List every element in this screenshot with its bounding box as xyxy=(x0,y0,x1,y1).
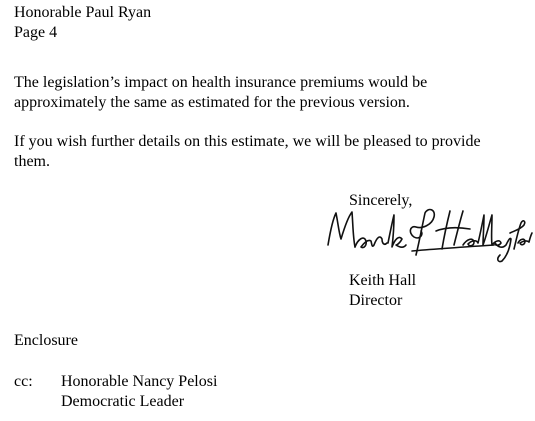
cc-label-text: cc: xyxy=(14,373,33,390)
cc-recipient-name: Honorable Nancy Pelosi xyxy=(61,373,218,390)
paragraph-line: The legislation’s impact on health insurance premiums would be xyxy=(14,74,428,91)
recipient-name: Honorable Paul Ryan xyxy=(14,4,152,21)
body-paragraph-2 xyxy=(14,132,481,172)
enclosure-note xyxy=(14,331,78,351)
page-number: Page 4 xyxy=(14,24,58,41)
cc-label xyxy=(14,372,33,392)
cc-recipient xyxy=(61,372,217,412)
handwritten-signature xyxy=(324,205,534,265)
enclosure-text: Enclosure xyxy=(14,332,78,349)
paragraph-line: If you wish further details on this estimate, we will be pleased to provide xyxy=(14,133,481,150)
letter-header xyxy=(14,3,151,43)
signer-title: Director xyxy=(349,292,403,309)
signer-block xyxy=(349,271,416,311)
paragraph-line: approximately the same as estimated for the previous version. xyxy=(14,94,410,111)
salutation-text: Sincerely, xyxy=(349,192,413,209)
paragraph-line: them. xyxy=(14,153,50,170)
cc-recipient-title: Democratic Leader xyxy=(61,393,185,410)
signer-name: Keith Hall xyxy=(349,272,417,289)
body-paragraph-1 xyxy=(14,73,427,113)
